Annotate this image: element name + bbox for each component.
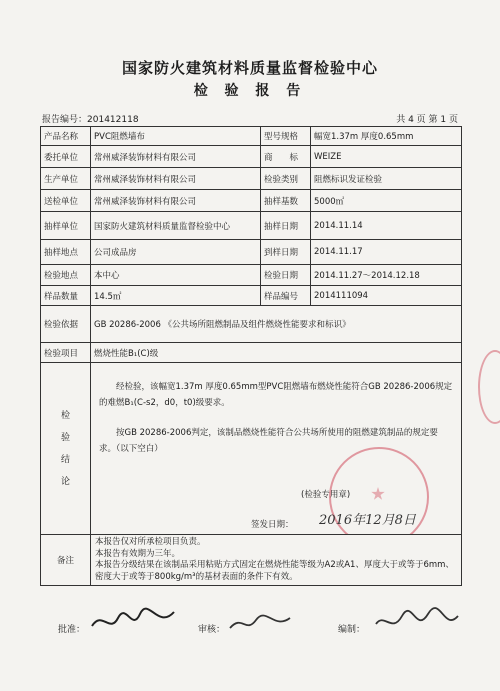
table-row <box>41 343 462 363</box>
sample-qty-value: 14.5㎡ <box>91 286 261 306</box>
manufacturer-label: 生产单位 <box>41 168 91 190</box>
product-name-value: PVC阻燃墙布 <box>91 127 261 146</box>
product-name-label: 产品名称 <box>41 127 91 146</box>
seal-caption: (检验专用章) <box>301 490 351 500</box>
page-info: 共 4 页 第 1 页 <box>396 115 458 125</box>
notes-cell <box>91 535 462 586</box>
category-label: 检验类别 <box>261 168 311 190</box>
category-value: 阻燃标识发证检验 <box>311 168 462 190</box>
conclusion-row <box>41 363 462 535</box>
note-line: 本报告有效期为三年。 <box>95 548 181 559</box>
notes-row <box>41 535 462 586</box>
table-row <box>41 168 462 190</box>
sampling-date-label: 抽样日期 <box>261 212 311 240</box>
table-row <box>41 127 462 146</box>
sign-date: 2016年12月8日 <box>319 513 416 528</box>
org-title: 国家防火建筑材料质量监督检验中心 <box>121 59 378 77</box>
approver-signature <box>88 604 178 640</box>
model-value: 幅宽1.37m 厚度0.65mm <box>311 127 462 146</box>
sender-value: 常州威泽装饰材料有限公司 <box>91 190 261 212</box>
items-label: 检验项目 <box>41 343 91 363</box>
compile-label: 编制： <box>338 625 366 635</box>
table-row <box>41 190 462 212</box>
table-row <box>41 240 462 265</box>
sample-no-value: 2014111094 <box>311 286 462 306</box>
sample-no-label: 样品编号 <box>261 286 311 306</box>
test-date-value: 2014.11.27～2014.12.18 <box>311 265 462 286</box>
table-row <box>41 212 462 240</box>
basis-label: 检验依据 <box>41 306 91 343</box>
sign-date-label: 签发日期： <box>251 520 294 530</box>
table-row <box>41 306 462 343</box>
sample-base-label: 抽样基数 <box>261 190 311 212</box>
sample-qty-label: 样品数量 <box>41 286 91 306</box>
arrival-date-label: 到样日期 <box>261 240 311 265</box>
client-value: 常州威泽装饰材料有限公司 <box>91 146 261 168</box>
sampler-value: 国家防火建筑材料质量监督检验中心 <box>91 212 261 240</box>
basis-value: GB 20286-2006 《公共场所阻燃制品及组件燃烧性能要求和标识》 <box>91 306 462 343</box>
sample-base-value: 5000㎡ <box>311 190 462 212</box>
compiler-signature <box>372 604 462 640</box>
note-line: 本报告分级结果在该制品采用粘贴方式固定在燃烧性能等级为A2或A1、厚度大于或等于6mm、密度大于或等于800kg/m³的基材表面的条件下有效。 <box>95 560 454 582</box>
test-place-value: 本中心 <box>91 265 261 286</box>
trademark-label: 商 标 <box>261 146 311 168</box>
conclusion-label: 检 验 结 论 <box>41 363 91 535</box>
model-label: 型号规格 <box>261 127 311 146</box>
conclusion-paragraph: 经检验，该幅宽1.37m 厚度0.65mm型PVC阻燃墙布燃烧性能符合GB 20286-2006规定的难燃B₁(C-s2，d0，t0)级要求。 <box>99 382 453 408</box>
report-title: 检 验 报 告 <box>193 83 307 99</box>
table-row <box>41 286 462 306</box>
conclusion-cell <box>91 363 462 535</box>
report-number: 报告编号：201412118 <box>42 115 139 125</box>
edge-seal <box>478 350 500 424</box>
sampling-place-label: 抽样地点 <box>41 240 91 265</box>
sampling-date-value: 2014.11.14 <box>311 212 462 240</box>
notes-label: 备注 <box>41 535 91 586</box>
note-line: 本报告仅对所承检项目负责。 <box>95 537 206 547</box>
approve-label: 批准： <box>58 625 86 635</box>
table-row <box>41 265 462 286</box>
trademark-value: WEIZE <box>311 146 462 168</box>
review-label: 审核： <box>198 625 226 635</box>
test-place-label: 检验地点 <box>41 265 91 286</box>
client-label: 委托单位 <box>41 146 91 168</box>
arrival-date-value: 2014.11.17 <box>311 240 462 265</box>
manufacturer-value: 常州威泽装饰材料有限公司 <box>91 168 261 190</box>
items-value: 燃烧性能B₁(C)级 <box>91 343 462 363</box>
conclusion-paragraph: 按GB 20286-2006判定，该制品燃烧性能符合公共场所使用的阻燃建筑制品的规定要求。（以下空白） <box>99 428 438 454</box>
report-table <box>40 126 462 586</box>
table-row <box>41 146 462 168</box>
reviewer-signature <box>226 604 296 640</box>
sender-label: 送检单位 <box>41 190 91 212</box>
test-date-label: 检验日期 <box>261 265 311 286</box>
sampling-place-value: 公司成品房 <box>91 240 261 265</box>
sampler-label: 抽样单位 <box>41 212 91 240</box>
